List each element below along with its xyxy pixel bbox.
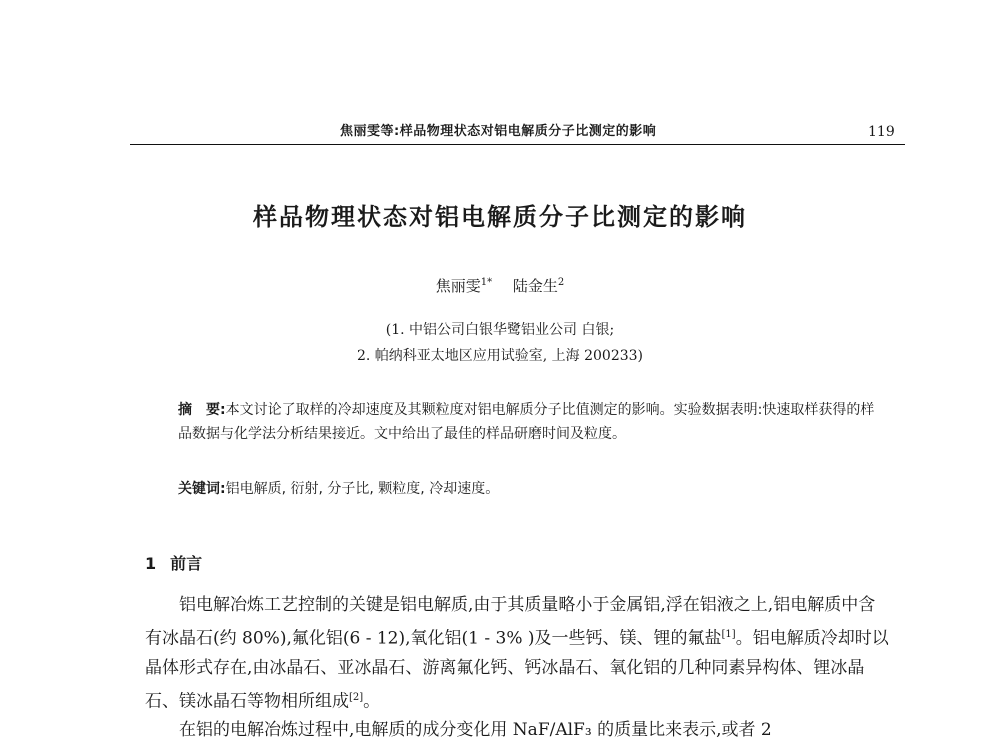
abstract-text: 本文讨论了取样的冷却速度及其颗粒度对铝电解质分子比值测定的影响。实验数据表明:快速取样获得的样品数据与化学法分析结果接近。文中给出了最佳的样品研磨时间及粒度。: [178, 402, 875, 442]
body-text: [145, 591, 890, 745]
author-2: 陆金生$^2$: [512, 277, 565, 295]
page-number: 119: [868, 124, 895, 140]
author-2-sup: 2: [557, 277, 565, 288]
affiliation-1: (1. 中铝公司白银华鹭铝业公司 白银;: [385, 322, 615, 338]
header-rule: [130, 144, 905, 145]
running-head: 焦丽雯等:样品物理状态对铝电解质分子比测定的影响: [340, 124, 657, 139]
paragraph-1: 铝电解冶炼工艺控制的关键是铝电解质,由于其质量略小于金属铝,浮在铝液之上,铝电解质中含有冰晶石(约 80%),氟化铝(6 - 12),氧化铝(1 - 3% )及一些钙、镁、锂的氟盐[1]。铝电解质冷却时以晶体形式存在,由冰晶石、亚冰晶石、游离氟化钙、钙冰晶石、氧化铝的几种同素异构体、锂冰晶石、镁冰晶石等物相所组成[2]。: [145, 595, 889, 712]
abstract-label: 摘 要:: [178, 402, 226, 418]
authors: [0, 275, 1000, 296]
affiliation-2: 2. 帕纳科亚太地区应用试验室, 上海 200233): [356, 348, 644, 364]
section-heading: [145, 551, 202, 574]
citation-2: [2]: [349, 691, 364, 703]
keywords: [178, 477, 878, 501]
paragraph-2: 在铝的电解冶炼过程中,电解质的成分变化用 NaF/AlF₃ 的质量比来表示,或者 2: [179, 720, 772, 741]
abstract: [178, 398, 878, 446]
keywords-label: 关键词:: [178, 481, 226, 497]
article-title: 样品物理状态对铝电解质分子比测定的影响: [253, 203, 747, 231]
citation-1: [1]: [721, 629, 736, 640]
section-title: 前言: [170, 554, 203, 573]
author-1-sup: 1*: [480, 277, 493, 288]
author-1: 焦丽雯$^{1*}$: [435, 277, 493, 295]
keywords-text: 铝电解质, 衍射, 分子比, 颗粒度, 冷却速度。: [225, 481, 500, 497]
section-number: 1: [145, 554, 157, 573]
